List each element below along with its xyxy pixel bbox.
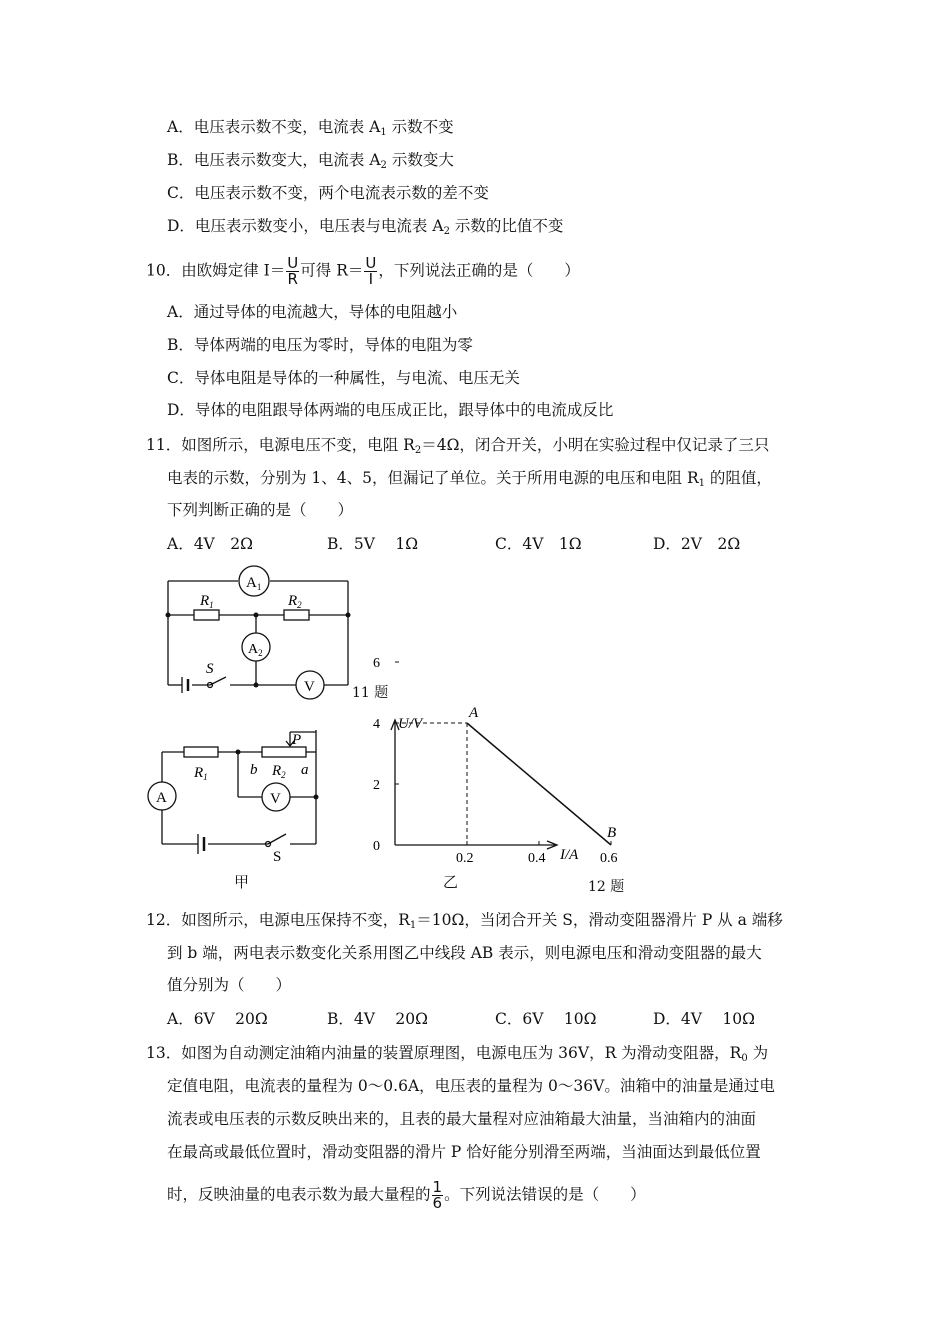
q12-r1-label: $R_1$ (194, 765, 208, 782)
slider-p-label: P (292, 732, 302, 748)
q11-option-c: C．4V 1Ω (495, 535, 582, 553)
y-tick-label: 6 (373, 656, 380, 671)
q9-option-a: A．电压表示数不变，电流表 $A_1$ 示数不变 (167, 118, 454, 138)
y-tick-label: 4 (373, 717, 380, 732)
meter-a2-label: $A_2$ (248, 642, 263, 658)
fraction-u-over-i: $\frac{U}{I}$ (365, 254, 377, 288)
q12-option-d: D．4V 10Ω (653, 1010, 755, 1028)
q12-stem-line2: 到 b 端，两电表示数变化关系用图乙中线段 AB 表示，则电源电压和滑动变阻器的最大 (167, 944, 762, 962)
q10-stem: 10．由欧姆定律 I＝ $\frac{U}{R}$ 可得 R＝ $\frac{U}{I}$ ，下列说法正确的是（ ） (146, 254, 580, 288)
q9-option-b: B．电压表示数变大，电流表 $A_2$ 示数变大 (167, 151, 454, 171)
point-a-label: A (469, 705, 479, 721)
q9-option-d: D．电压表示数变小，电压表与电流表 $A_2$ 示数的比值不变 (167, 217, 564, 237)
fraction-one-sixth: $\frac{1}{6}$ (432, 1178, 443, 1212)
meter-v-label: V (304, 679, 315, 695)
x-tick-label: 0.2 (456, 851, 474, 866)
q12-yi-caption: 乙 (443, 873, 459, 891)
resistor-r1-label: $R_1$ (200, 593, 214, 610)
q13-stem-line5: 时，反映油量的电表示数为最大量程的 $\frac{1}{6}$ 。下列说法错误的是（ ） (167, 1178, 646, 1212)
q13-stem-line1: 13．如图为自动测定油箱内油量的装置原理图，电源电压为 36V，R 为滑动变阻器，$R_0$ 为 (146, 1044, 769, 1064)
q12-stem-line3: 值分别为（ ） (167, 976, 292, 994)
terminal-b-label: b (250, 762, 258, 778)
point-b-label: B (607, 825, 617, 841)
q9-option-c: C．电压表示数不变，两个电流表示数的差不变 (167, 184, 489, 202)
switch-s-label: S (206, 661, 214, 677)
q10-option-c: C．导体电阻是导体的一种属性，与电流、电压无关 (167, 369, 520, 387)
q11-option-b: B．5V 1Ω (327, 535, 419, 553)
x-axis-label: I/A (560, 847, 579, 863)
x-tick-label: 0.4 (528, 851, 546, 866)
q10-option-a: A．通过导体的电流越大，导体的电阻越小 (167, 303, 458, 321)
q12-option-b: B．4V 20Ω (327, 1010, 428, 1028)
q13-stem-line2: 定值电阻，电流表的量程为 0～0.6A，电压表的量程为 0～36V。油箱中的油量是通过电 (167, 1077, 775, 1095)
segment-ab (467, 723, 611, 845)
q12-jia-caption: 甲 (234, 873, 250, 891)
q12-option-c: C．6V 10Ω (495, 1010, 597, 1028)
q12-switch-label: S (273, 849, 282, 865)
q12-stem-line1: 12．如图所示，电源电压保持不变，$R_1=10\Omega$，当闭合开关 S，滑动变阻器滑片 P 从 a 端移 (146, 911, 783, 931)
q12-ammeter-label: A (156, 790, 167, 806)
q11-stem-line2: 电表的示数，分别为 1、4、5，但漏记了单位。关于所用电源的电压和电阻 $R_1$ 的阻值， (167, 469, 772, 489)
q13-stem-line3: 流表或电压表的示数反映出来的，且表的最大量程对应油箱最大油量，当油箱内的油面 (167, 1110, 757, 1128)
q12-voltmeter-label: V (270, 791, 281, 807)
x-tick-label: 0.6 (600, 851, 618, 866)
q11-option-a: A．4V 2Ω (167, 535, 253, 553)
q12-circuit-diagram (140, 722, 340, 867)
q12-r2-label: $R_2$ (272, 763, 286, 780)
terminal-a-label: a (301, 762, 309, 778)
q13-stem-line4: 在最高或最低位置时，滑动变阻器的滑片 P 恰好能分别滑至两端，当油面达到最低位置 (167, 1143, 761, 1161)
meter-a1-label: $A_1$ (246, 575, 262, 592)
q11-stem-line3: 下列判断正确的是（ ） (167, 501, 354, 519)
y-tick-label: 2 (373, 778, 380, 793)
q10-option-d: D．导体的电阻跟导体两端的电压成正比，跟导体中的电流成反比 (167, 401, 614, 419)
q12-option-a: A．6V 20Ω (167, 1010, 268, 1028)
q10-option-b: B．导体两端的电压为零时，导体的电阻为零 (167, 336, 473, 354)
q11-figure-caption: 11 题 (352, 685, 389, 701)
y-axis-label: U/V (398, 716, 423, 732)
q11-option-d: D．2V 2Ω (653, 535, 741, 553)
resistor-r2-label: $R_2$ (288, 593, 302, 610)
q12-figure-caption: 12 题 (588, 879, 625, 895)
q11-stem-line1: 11．如图所示，电源电压不变，电阻 $R_2=4\Omega$，闭合开关，小明在实验过程中仅记录了三只 (146, 436, 770, 456)
y-tick-label: 0 (373, 839, 380, 854)
fraction-u-over-r: $\frac{U}{R}$ (287, 254, 299, 288)
